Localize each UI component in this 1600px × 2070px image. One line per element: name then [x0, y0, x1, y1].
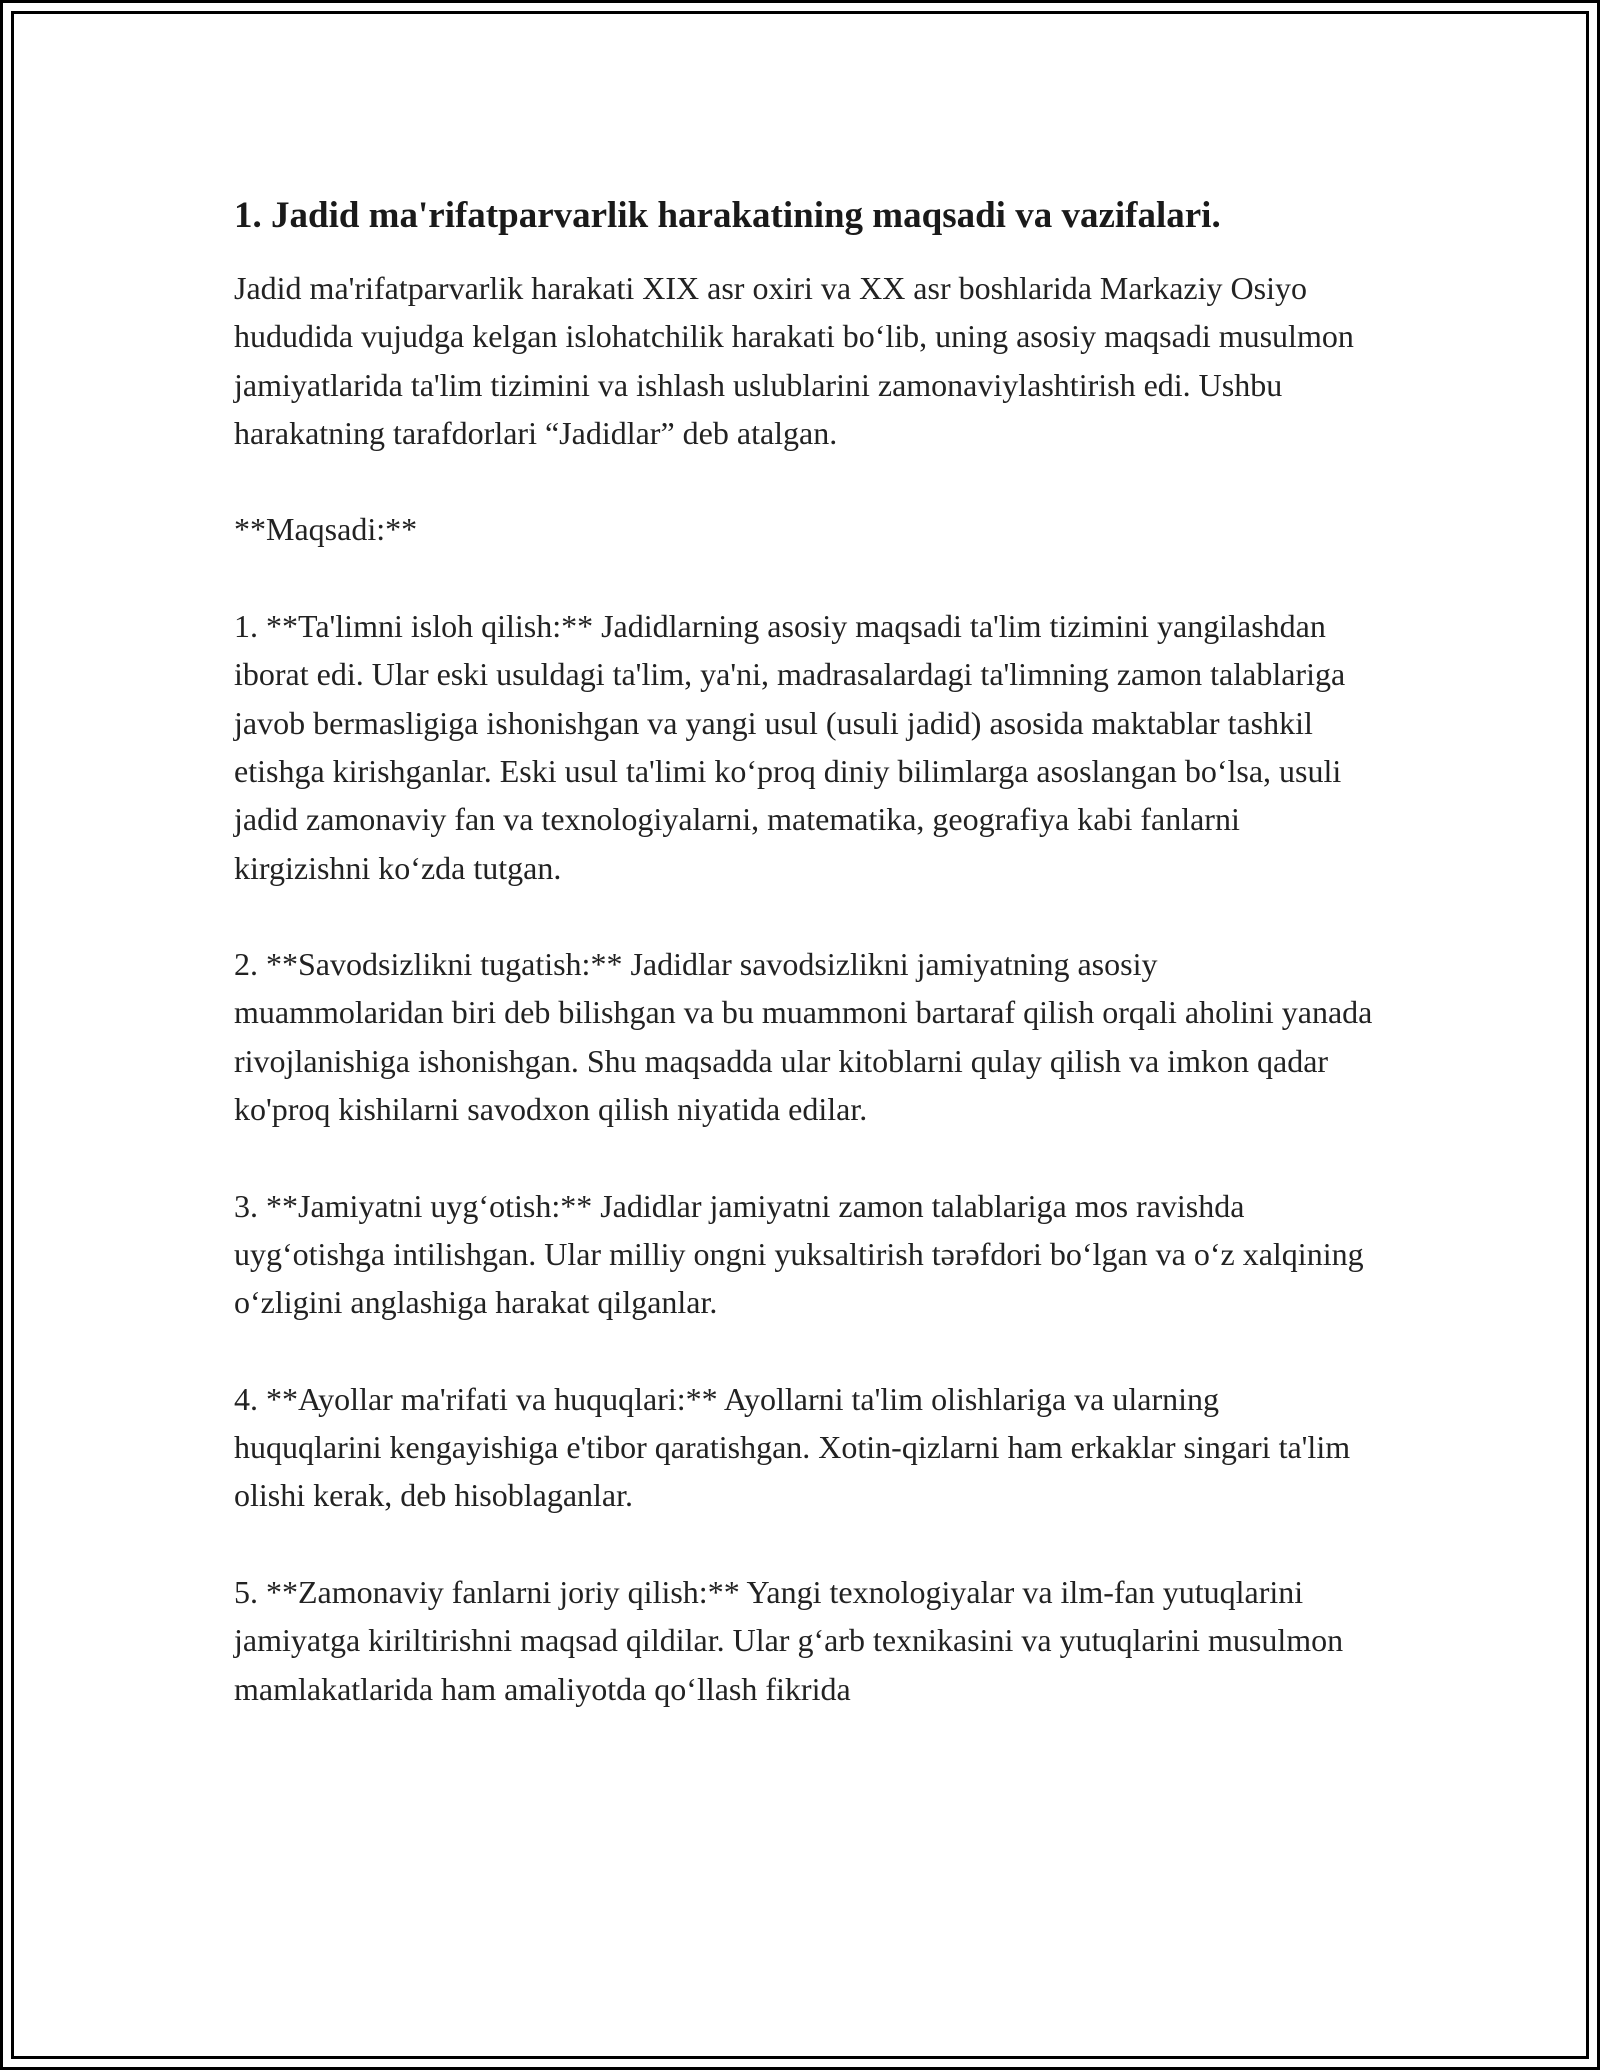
purpose-label: **Maqsadi:** [234, 511, 418, 548]
list-item-society-awakening: 3. **Jamiyatni uyg‘otish:** Jadidlar jamiyatni zamon talablariga mos ravishda uyg‘otishga intilishgan. Ular milliy ongni yuksaltirish tərəfdori bo‘lgan va o‘z xalqining o‘zligini anglashiga harakat qilganlar. [234, 1187, 1364, 1321]
list-item-women-rights: 4. **Ayollar ma'rifati va huquqlari:** Ayollarni ta'lim olishlariga va ularning huquqlarini kengayishiga e'tibor qaratishgan. Xotin-qizlarni ham erkaklar singari ta'lim olishi kerak, deb hisoblaganlar. [234, 1380, 1351, 1514]
list-item-literacy: 2. **Savodsizlikni tugatish:** Jadidlar savodsizlikni jamiyatning asosiy muammolaridan biri deb bilishgan va bu muammoni bartaraf qilish orqali aholini yanada rivojlanishiga ishonishgan. Shu maqsadda ular kitoblarni qulay qilish va imkon qadar ko'proq kishilarni savodxon qilish niyatida edilar. [234, 946, 1373, 1128]
list-item-education-reform: 1. **Ta'limni isloh qilish:** Jadidlarning asosiy maqsadi ta'lim tizimini yangilashdan iborat edi. Ular eski usuldagi ta'lim, ya'ni, madrasalardagi ta'limning zamon talablariga javob bermasligiga ishonishgan va yangi usul (usuli jadid) asosida maktablar tashkil etishga kirishganlar. Eski usul ta'limi ko‘proq diniy bilimlarga asoslangan bo‘lsa, usuli jadid zamonaviy fan va texnologiyalarni, matematika, geografiya kabi fanlarni kirgizishni ko‘zda tutgan. [234, 608, 1346, 886]
document-body [234, 186, 1374, 1713]
list-item-modern-sciences: 5. **Zamonaviy fanlarni joriy qilish:** Yangi texnologiyalar va ilm-fan yutuqlarini jamiyatga kiriltirishni maqsad qildilar. Ular g‘arb texnikasini va yutuqlarini musulmon mamlakatlarida ham amaliyotda qo‘llash fikrida [234, 1574, 1344, 1707]
document-heading: 1. Jadid ma'rifatparvarlik harakatining maqsadi va vazifalari. [234, 195, 1221, 236]
intro-paragraph: Jadid ma'rifatparvarlik harakati XIX asr oxiri va XX asr boshlarida Markaziy Osiyo hududida vujudga kelgan islohatchilik harakati bo‘lib, uning asosiy maqsadi musulmon jamiyatlarida ta'lim tizimini va ishlash uslublarini zamonaviylashtirish edi. Ushbu harakatning tarafdorlari “Jadidlar” deb atalgan. [234, 270, 1354, 451]
